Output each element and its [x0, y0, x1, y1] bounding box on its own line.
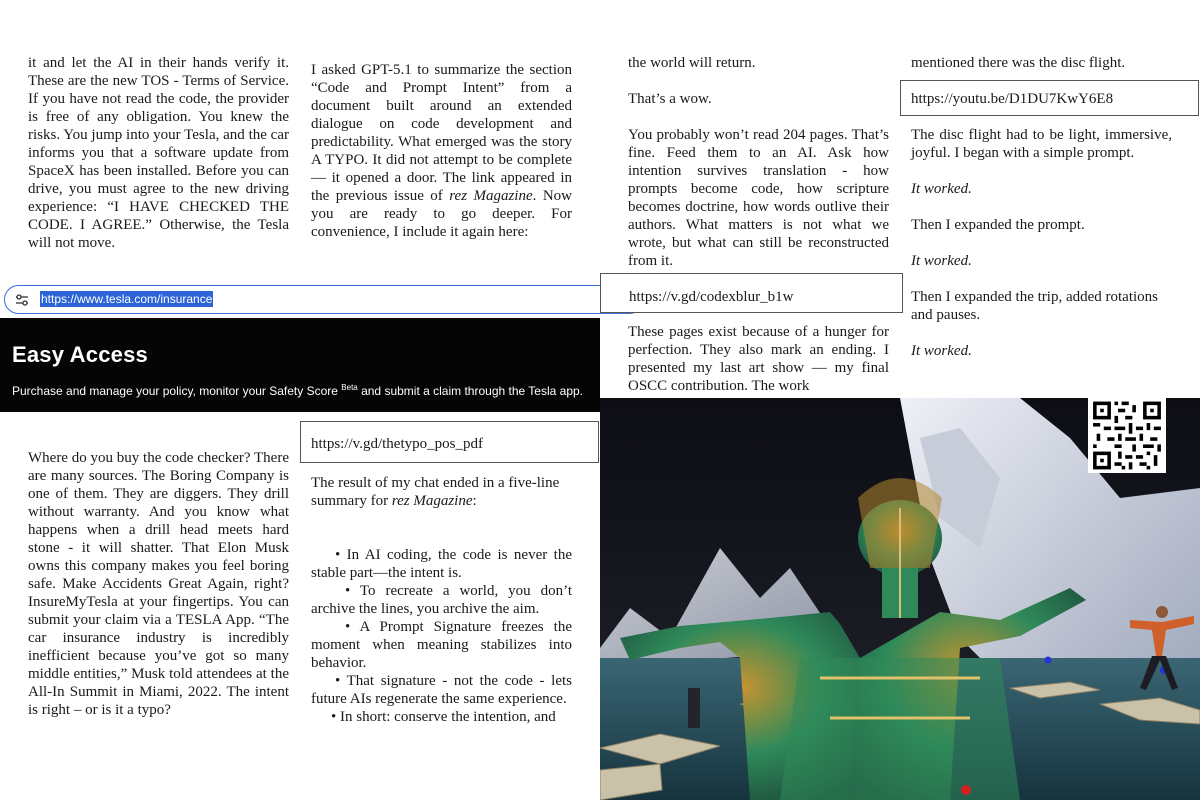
- paragraph: You probably won’t read 204 pages. That’s fine. Feed them to an AI. Ask how intention survives translation - how prompts become code, how scripture becomes doctrine, how words outlive their authors. What matters is not what we wrote, but what can still be reconstructed from it.: [628, 127, 889, 269]
- paragraph: mentioned there was the disc flight.: [911, 55, 1126, 71]
- paragraph: Then I expanded the prompt.: [911, 217, 1085, 233]
- paragraph: These pages exist because of a hunger for perfection. They also mark an ending. I presented my last art show — my final OSCC contribution. The work: [628, 324, 889, 394]
- paragraph: Where do you buy the code checker? There are many sources. The Boring Company is one of them. They are diggers. They drill without warranty. And you know what happens when a drill head meets hard stone - it will shatter. That Elon Musk owns this company makes you feel boring safe. Make Accidents Great Again, right? InsureMyTesla at your fingertips. You can submit your claim via a TESLA App. “The car insurance industry is incredibly inefficient because you’ve got so many middle entities,” Musk told attendees at the All-In Summit in Miami, 2022. The intent is right – or is it a typo?: [28, 450, 289, 718]
- list-item: • In short: conserve the intention, and: [331, 709, 556, 725]
- worked-note: It worked.: [911, 181, 972, 197]
- link-box-thetypo[interactable]: [300, 421, 599, 463]
- column1-bottom-text: [28, 449, 289, 719]
- beta-superscript: Beta: [341, 383, 358, 392]
- magazine-name: rez Magazine: [449, 188, 533, 204]
- column4-text-continued: [911, 126, 1172, 360]
- paragraph: That’s a wow.: [628, 91, 712, 107]
- banner-title: Easy Access: [12, 342, 148, 367]
- list-item: • That signature - not the code - lets future AIs regenerate the same experience.: [311, 673, 572, 707]
- qr-pattern: [1088, 398, 1166, 473]
- tune-icon[interactable]: [15, 293, 29, 307]
- tesla-insurance-banner: [0, 318, 600, 412]
- worked-note: It worked.: [911, 253, 972, 269]
- paragraph: The disc flight had to be light, immersive, joyful. I began with a simple prompt.: [911, 127, 1172, 161]
- column1-top-text: [28, 54, 289, 252]
- paragraph: the world will return.: [628, 55, 756, 71]
- list-item: • A Prompt Signature freezes the moment when meaning stabilizes into behavior.: [311, 619, 572, 671]
- browser-address-bar: [0, 283, 600, 316]
- column3-text-continued: [628, 323, 889, 395]
- url-text[interactable]: https://www.tesla.com/insurance: [41, 292, 213, 306]
- column2-top-text: [311, 61, 572, 241]
- qr-code[interactable]: [1088, 398, 1166, 473]
- column2-bottom-text: [311, 474, 572, 726]
- list-item: • In AI coding, the code is never the stable part—the intent is.: [311, 547, 572, 581]
- link-box-youtube[interactable]: [900, 80, 1199, 116]
- column3-text: [628, 54, 889, 270]
- paragraph: it and let the AI in their hands verify it. These are the new TOS - Terms of Service. If you have not read the code, the provider is free of any obligation. You knew the risks. You jump into your Tesla, and the car informs you that a software update from SpaceX has been installed. Before you can drive, you must agree to the new driving experience: “I HAVE CHECKED THE CODE. I AGREE.” Otherwise, the Tesla will not move.: [28, 55, 289, 251]
- worked-note: It worked.: [911, 343, 972, 359]
- column4-text: [911, 54, 1172, 72]
- link-text[interactable]: https://v.gd/thetypo_pos_pdf: [311, 436, 483, 452]
- list-item: • To recreate a world, you don’t archive the lines, you archive the aim.: [311, 583, 572, 617]
- address-field[interactable]: [4, 285, 644, 314]
- paragraph: I asked GPT-5.1 to summarize the section “Code and Prompt Intent” from a document built around an extended dialogue on code development and predictability. What emerged was the story A TYPO. It did not attempt to be complete — it opened a door. The link appeared in the previous issue of rez Magazine. Now you are ready to go deeper. For convenience, I include it again here:: [311, 62, 572, 240]
- summary-intro: The result of my chat ended in a five-line summary for rez Magazine:: [311, 475, 560, 509]
- link-text[interactable]: https://v.gd/codexblur_b1w: [629, 289, 794, 305]
- banner-subtitle: Purchase and manage your policy, monitor your Safety Score $^{Beta}$ and submit a claim through the Tesla app.: [12, 383, 583, 398]
- link-box-codexblur[interactable]: [600, 273, 903, 313]
- paragraph: Then I expanded the trip, added rotations and pauses.: [911, 289, 1159, 323]
- link-text[interactable]: https://youtu.be/D1DU7KwY6E8: [911, 91, 1114, 107]
- magazine-name: rez Magazine: [391, 493, 473, 509]
